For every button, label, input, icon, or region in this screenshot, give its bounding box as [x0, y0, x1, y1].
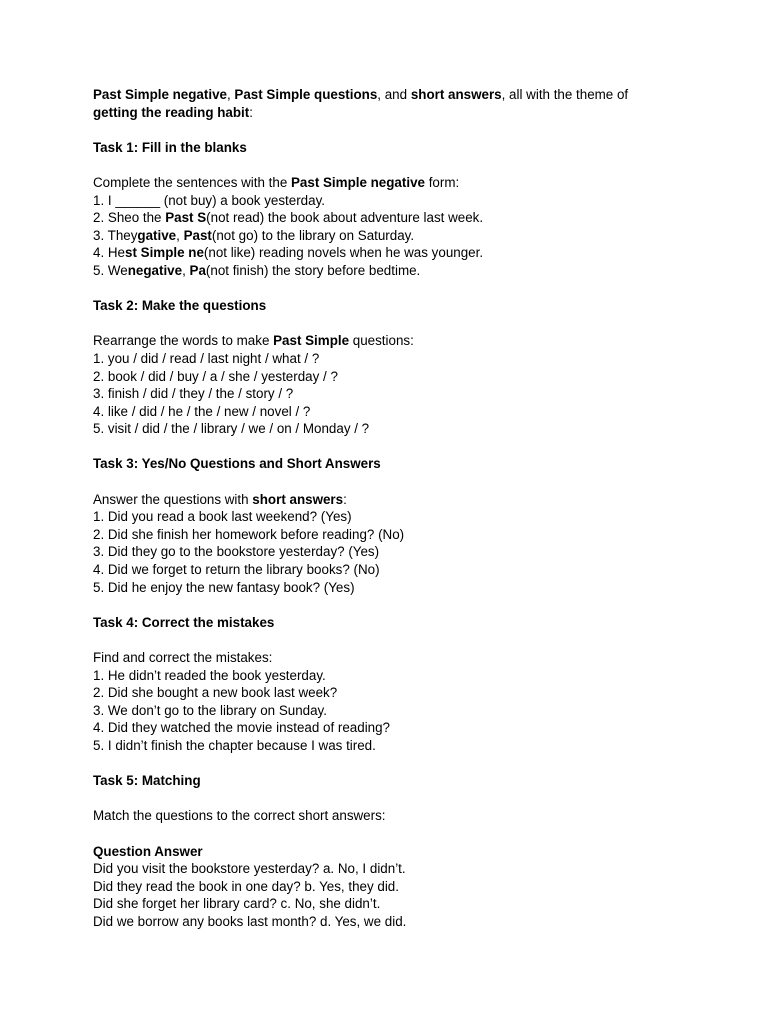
- task1-item-2-c: (not read) the book about adventure last week.: [206, 210, 484, 226]
- task3-instruction: [93, 491, 688, 509]
- list-item: 4. like / did / he / the / new / novel / ?: [93, 403, 311, 419]
- task1-item-2-b: Past S: [165, 210, 207, 226]
- task3-title-text: Task 3: Yes/No Questions and Short Answers: [93, 456, 381, 472]
- task5-header-text: Question Answer: [93, 843, 203, 859]
- task1-item-1: 1. I ______ (not buy) a book yesterday.: [93, 192, 326, 208]
- task2-title: [93, 297, 688, 315]
- task2-instr-b: Past Simple: [273, 333, 350, 349]
- task1-item-5-e: (not finish) the story before bedtime.: [205, 262, 421, 278]
- list-item: 4. Did they watched the movie instead of reading?: [93, 720, 391, 736]
- task1-item-3-b: gative: [137, 227, 177, 243]
- task1-item-5-a: 5. We: [93, 262, 128, 278]
- task1-instruction: [93, 174, 688, 192]
- list-item: 2. Did she finish her homework before reading? (No): [93, 526, 405, 542]
- task1-item-5: [93, 262, 688, 280]
- task1-item-2: [93, 209, 688, 227]
- list-item: 3. Did they go to the bookstore yesterday? (Yes): [93, 544, 380, 560]
- task2-title-text: Task 2: Make the questions: [93, 298, 267, 314]
- task1-item-5-c: ,: [182, 262, 190, 278]
- task5-title: [93, 772, 688, 790]
- task5-instruction: Match the questions to the correct short answers:: [93, 808, 386, 824]
- intro-bold-questions: Past Simple questions: [234, 87, 378, 102]
- intro-text-1: ,: [226, 87, 235, 102]
- task2-instruction: [93, 332, 688, 350]
- task1-item-3-d: Past: [183, 227, 212, 243]
- task1-instr-b: Past Simple negative: [291, 174, 425, 190]
- intro-text-2: , and: [377, 87, 411, 102]
- list-item: 1. you / did / read / last night / what / ?: [93, 350, 320, 366]
- list-item: Did we borrow any books last month? d. Yes, we did.: [93, 913, 407, 929]
- list-item: 5. I didn’t finish the chapter because I was tired.: [93, 737, 376, 753]
- intro-bold-theme: getting the reading habit: [93, 104, 250, 120]
- task1-item-3-a: 3. They: [93, 227, 138, 243]
- task3-title: [93, 455, 688, 473]
- list-item: 3. finish / did / they / the / story / ?: [93, 386, 294, 402]
- task1-instr-a: Complete the sentences with the: [93, 174, 291, 190]
- task1-item-4: [93, 244, 688, 262]
- task1-item-4-a: 4. He: [93, 245, 126, 261]
- intro-paragraph: [93, 86, 688, 121]
- task1-item-2-a: 2. Sheo the: [93, 210, 166, 226]
- list-item: 2. book / did / buy / a / she / yesterday / ?: [93, 368, 338, 384]
- task1-item-3-c: ,: [176, 227, 184, 243]
- intro-text-3: , all with the theme of: [501, 87, 629, 102]
- intro-text-4: :: [249, 104, 253, 120]
- task4-title: [93, 614, 688, 632]
- list-item: 2. Did she bought a new book last week?: [93, 685, 338, 701]
- list-item: 5. visit / did / the / library / we / on / Monday / ?: [93, 421, 370, 437]
- list-item: Did she forget her library card? c. No, she didn’t.: [93, 896, 381, 912]
- task1-item-5-b: negative: [127, 262, 183, 278]
- task1-title: [93, 139, 688, 157]
- task4-instruction: Find and correct the mistakes:: [93, 650, 273, 665]
- task3-instr-a: Answer the questions with: [93, 491, 253, 507]
- list-item: 1. Did you read a book last weekend? (Yes): [93, 509, 352, 525]
- intro-bold-short-answers: short answers: [410, 87, 502, 102]
- task1-item-4-b: st Simple ne: [125, 245, 204, 261]
- task1-item-3: [93, 227, 688, 245]
- list-item: 1. He didn’t readed the book yesterday.: [93, 667, 326, 683]
- task1-instr-c: form:: [424, 174, 460, 190]
- task3-instr-b: short answers: [252, 491, 344, 507]
- task4-title-text: Task 4: Correct the mistakes: [93, 614, 275, 630]
- list-item: Did you visit the bookstore yesterday? a. No, I didn’t.: [93, 861, 406, 877]
- intro-bold-negative: Past Simple negative: [93, 87, 227, 102]
- list-item: 4. Did we forget to return the library books? (No): [93, 562, 380, 578]
- task3-instr-c: :: [343, 491, 347, 507]
- list-item: 3. We don’t go to the library on Sunday.: [93, 702, 327, 718]
- task5-table-header: [93, 843, 688, 861]
- task1-item-3-e: (not go) to the library on Saturday.: [211, 227, 415, 243]
- task1-item-5-d: Pa: [189, 262, 206, 278]
- task1-item-4-c: (not like) reading novels when he was younger.: [203, 245, 484, 261]
- task1-title-text: Task 1: Fill in the blanks: [93, 139, 247, 155]
- list-item: Did they read the book in one day? b. Yes, they did.: [93, 878, 399, 894]
- list-item: 5. Did he enjoy the new fantasy book? (Yes): [93, 579, 355, 595]
- task5-title-text: Task 5: Matching: [93, 773, 201, 789]
- task2-instr-a: Rearrange the words to make: [93, 333, 274, 349]
- task2-instr-c: questions:: [349, 333, 414, 349]
